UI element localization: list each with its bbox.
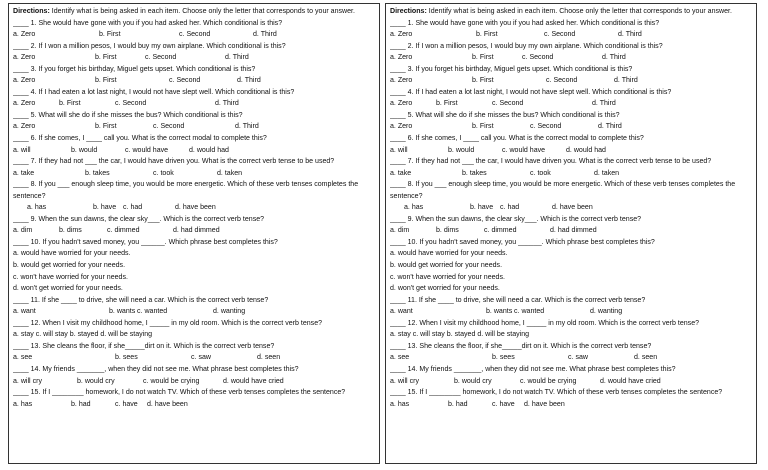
option-d: d. would had [189,146,229,154]
options-row [390,75,752,87]
option-d: d. would had [566,146,606,154]
question-12: ____ 12. When I visit my childhood home, I _____ in my old room. Which is the correct verb tense? [13,319,323,327]
question-2: ____ 2. If I won a million pesos, I would buy my own airplane. Which conditional is this? [13,42,286,50]
options-row [13,225,375,237]
directions-text: Identify what is being asked in each item. Choose only the letter that corresponds to your answer. [49,8,355,15]
options-row [390,145,752,157]
worksheet-right [385,3,757,464]
directions-label: Directions: [13,8,50,15]
option-c: c. Second [153,123,185,131]
option-c: c. Second [544,31,576,39]
option-a: a. Zero [390,54,413,62]
option-a: a. dim [390,227,410,235]
option-c: c. would be crying [143,377,200,385]
question-14: ____ 14. My friends _______, when they did not see me. What phrase best completes this? [390,365,676,373]
question-1: ____ 1. She would have gone with you if you had asked her. Which conditional is this? [390,19,660,27]
question-8: ____ 8. If you ___ enough sleep time, you would be more energetic. Which of these verb tenses completes the sentence? [390,181,736,200]
option-d: d. Third [215,100,239,108]
option-c: c. Second [169,77,201,85]
options-row [13,168,375,180]
option-a: a. see [13,354,33,362]
option-b: b. First [472,77,494,85]
question-11: ____ 11. If she ____ to drive, she will need a car. Which is the correct verb tense? [13,296,269,304]
option-d: d. taken [217,169,243,177]
option-b: b. wants [109,308,136,316]
options-row [390,225,752,237]
option-b: b. would [448,146,475,154]
option-a: a. Zero [390,100,413,108]
option-c: c. wanted [514,308,545,316]
option-c: c. dimmed [484,227,517,235]
option-b: b. First [95,77,117,85]
options-row [13,98,375,110]
option-b: b. would cry [454,377,492,385]
option-b: b. would [71,146,98,154]
option-a: a. see [390,354,410,362]
question-4: ____ 4. If I had eaten a lot last night, I would not have slept well. Which conditional is this? [390,88,672,96]
options-row: a. stay c. will stay b. stayed d. will be staying [390,331,530,339]
option-a: a. Zero [13,100,36,108]
question-5: ____ 5. What will she do if she misses the bus? Which conditional is this? [13,111,243,119]
option-b: b. First [95,123,117,131]
question-10: ____ 10. If you hadn't saved money, you ______. Which phrase best completes this? [13,238,278,246]
question-14: ____ 14. My friends _______, when they did not see me. What phrase best completes this? [13,365,299,373]
option-a: a. has [27,204,47,212]
options-row [13,29,375,41]
option-d: d. would have cried [223,377,284,385]
option-c: c. Second [492,100,524,108]
option-d: d. have been [552,204,593,212]
option-c: c. won't have worried for your needs. [390,273,505,281]
option-d: d. would have cried [600,377,661,385]
question-2: ____ 2. If I won a million pesos, I would buy my own airplane. Which conditional is this? [390,42,663,50]
option-a: a. Zero [13,54,36,62]
question-9: ____ 9. When the sun dawns, the clear sky___. Which is the correct verb tense? [390,215,642,223]
options-row [390,98,752,110]
option-a: a. will [390,146,408,154]
option-b: b. takes [462,169,487,177]
options-row [13,306,375,318]
options-row: a. stay c. will stay b. stayed d. will be staying [13,331,153,339]
option-a: a. Zero [13,123,36,131]
option-c: c. would have [125,146,169,154]
options-row [390,376,752,388]
option-a: a. has [404,204,424,212]
question-11: ____ 11. If she ____ to drive, she will need a car. Which is the correct verb tense? [390,296,646,304]
option-a: a. Zero [13,77,36,85]
option-b: b. takes [85,169,110,177]
option-b: b. First [99,31,121,39]
question-9: ____ 9. When the sun dawns, the clear sky___. Which is the correct verb tense? [13,215,265,223]
options-row [390,52,752,64]
option-d: d. Third [614,77,638,85]
option-d: d. won't get worried for your needs. [390,285,500,293]
option-d: d. Third [237,77,261,85]
option-a: a. will [13,146,31,154]
option-b: b. First [472,123,494,131]
option-c: c. Second [546,77,578,85]
option-a: a. dim [13,227,33,235]
option-d: d. Third [235,123,259,131]
option-a: a. Zero [390,123,413,131]
option-a: a. take [13,169,35,177]
option-b: b. dims [436,227,459,235]
option-a: a. will cry [390,377,419,385]
option-b: b. would get worried for your needs. [13,262,126,270]
question-15: ____ 15. If I ________ homework, I do not watch TV. Which of these verb tenses completes the sentence? [390,389,723,397]
option-d: d. won't get worried for your needs. [13,285,123,293]
question-3: ____ 3. If you forget his birthday, Miguel gets upset. Which conditional is this? [390,65,633,73]
option-d: d. Third [598,123,622,131]
options-row [13,202,375,214]
option-d: d. wanting [213,308,246,316]
question-13: ____ 13. She cleans the floor, if she_____dirt on it. Which is the correct verb tense? [13,342,275,350]
worksheet-left [8,3,380,464]
option-b: b. would get worried for your needs. [390,262,503,270]
option-c: c. Second [145,54,177,62]
option-b: b. dims [59,227,82,235]
option-a: a. want [13,308,36,316]
option-c: c. have [115,400,138,408]
directions [13,6,375,18]
question-6: ____ 6. If she comes, I ____ call you. What is the correct modal to complete this? [390,135,644,143]
option-b: b. have [93,204,117,212]
option-d: d. taken [594,169,620,177]
option-c: c. Second [115,100,147,108]
option-b: b. had [448,400,468,408]
option-c: c. Second [530,123,562,131]
option-c: c. would be crying [520,377,577,385]
options-row [390,352,752,364]
option-c: c. had [500,204,520,212]
question-10: ____ 10. If you hadn't saved money, you ______. Which phrase best completes this? [390,238,655,246]
option-c: c. took [153,169,174,177]
option-d: d. have been [175,204,216,212]
option-b: b. First [472,54,494,62]
option-c: c. Second [179,31,211,39]
option-c: c. had [123,204,143,212]
option-b: b. sees [115,354,138,362]
options-row [13,376,375,388]
option-a: a. will cry [13,377,42,385]
question-8: ____ 8. If you ___ enough sleep time, you would be more energetic. Which of these verb tenses completes the sentence? [13,181,359,200]
option-b: b. First [436,100,458,108]
option-a: a. has [390,400,410,408]
option-d: d. Third [253,31,277,39]
option-a: a. has [13,400,33,408]
option-b: b. First [59,100,81,108]
option-c: c. saw [191,354,211,362]
option-d: d. had dimmed [173,227,220,235]
question-13: ____ 13. She cleans the floor, if she_____dirt on it. Which is the correct verb tense? [390,342,652,350]
question-7: ____ 7. If they had not ___ the car, I would have driven you. What is the correct verb tense to be used? [13,158,335,166]
option-c: c. would have [502,146,546,154]
option-b: b. wants [486,308,513,316]
options-row [390,306,752,318]
option-d: d. seen [634,354,658,362]
option-b: b. have [470,204,494,212]
option-d: d. have been [147,400,188,408]
options-row [390,121,752,133]
options-row [390,168,752,180]
options-row [13,75,375,87]
options-row [13,145,375,157]
option-d: d. Third [225,54,249,62]
option-d: d. Third [618,31,642,39]
option-d: d. Third [592,100,616,108]
options-row [390,29,752,41]
options-row [13,121,375,133]
option-d: d. wanting [590,308,623,316]
option-b: b. sees [492,354,515,362]
options-row [13,352,375,364]
option-a: a. want [390,308,413,316]
option-c: c. won't have worried for your needs. [13,273,128,281]
option-a: a. take [390,169,412,177]
option-c: c. saw [568,354,588,362]
question-4: ____ 4. If I had eaten a lot last night, I would not have slept well. Which conditional is this? [13,88,295,96]
question-7: ____ 7. If they had not ___ the car, I would have driven you. What is the correct verb tense to be used? [390,158,712,166]
option-b: b. First [95,54,117,62]
options-row [390,202,752,214]
option-d: d. had dimmed [550,227,597,235]
question-5: ____ 5. What will she do if she misses the bus? Which conditional is this? [390,111,620,119]
question-1: ____ 1. She would have gone with you if you had asked her. Which conditional is this? [13,19,283,27]
question-6: ____ 6. If she comes, I ____ call you. What is the correct modal to complete this? [13,135,267,143]
option-b: b. had [71,400,91,408]
option-c: c. took [530,169,551,177]
question-12: ____ 12. When I visit my childhood home, I _____ in my old room. Which is the correct verb tense? [390,319,700,327]
options-row [13,52,375,64]
options-row [390,399,752,411]
directions-text: Identify what is being asked in each item. Choose only the letter that corresponds to your answer. [426,8,732,15]
question-15: ____ 15. If I ________ homework, I do not watch TV. Which of these verb tenses completes the sentence? [13,389,346,397]
option-a: a. would have worried for your needs. [13,250,131,258]
option-d: d. have been [524,400,565,408]
option-c: c. Second [522,54,554,62]
option-a: a. Zero [390,77,413,85]
option-c: c. have [492,400,515,408]
option-b: b. First [476,31,498,39]
option-a: a. Zero [390,31,413,39]
directions [390,6,752,18]
option-a: a. would have worried for your needs. [390,250,508,258]
option-b: b. would cry [77,377,115,385]
options-row [13,399,375,411]
option-c: c. dimmed [107,227,140,235]
option-d: d. seen [257,354,281,362]
option-d: d. Third [602,54,626,62]
option-a: a. Zero [13,31,36,39]
question-3: ____ 3. If you forget his birthday, Miguel gets upset. Which conditional is this? [13,65,256,73]
directions-label: Directions: [390,8,427,15]
option-c: c. wanted [137,308,168,316]
